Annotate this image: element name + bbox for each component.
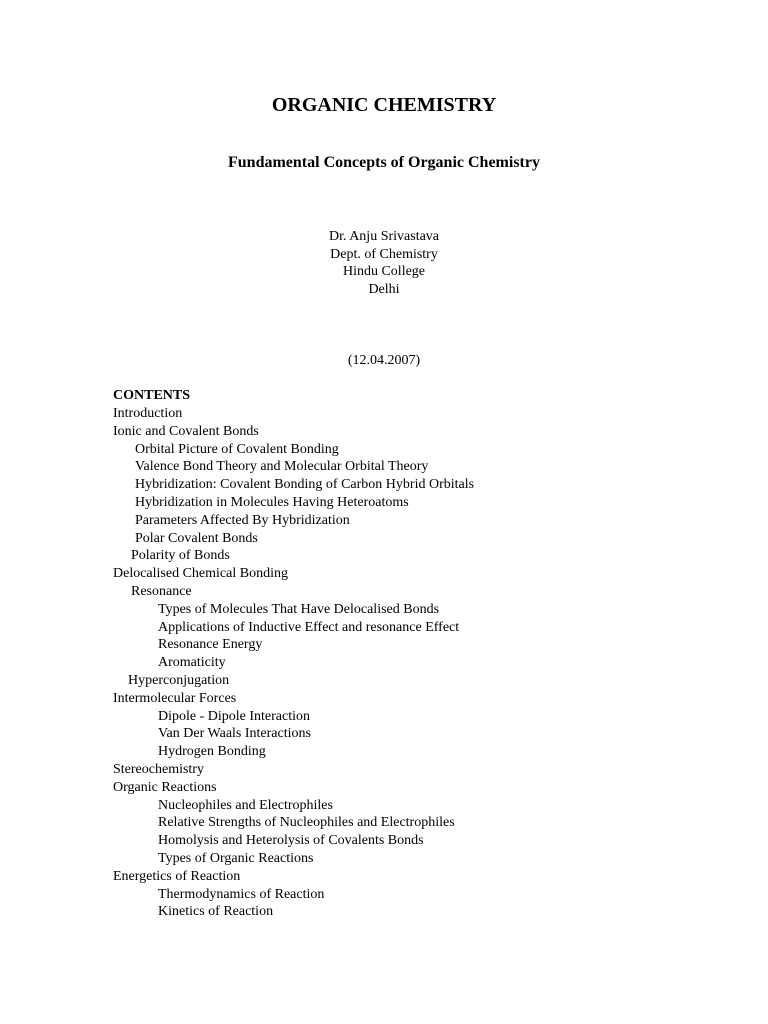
document-date: (12.04.2007) bbox=[347, 353, 421, 368]
contents-item: Polarity of Bonds bbox=[131, 548, 230, 564]
contents-item: Introduction bbox=[113, 406, 183, 421]
table-of-contents bbox=[113, 387, 733, 921]
contents-item: Organic Reactions bbox=[113, 779, 217, 795]
contents-heading: CONTENTS bbox=[113, 388, 191, 403]
contents-item: Hybridization in Molecules Having Heteroatoms bbox=[135, 494, 409, 510]
contents-item: Stereochemistry bbox=[113, 761, 204, 777]
contents-item: Parameters Affected By Hybridization bbox=[135, 512, 350, 528]
document-title: ORGANIC CHEMISTRY bbox=[271, 94, 497, 116]
contents-item: Applications of Inductive Effect and resonance Effect bbox=[158, 619, 460, 635]
contents-item: Valence Bond Theory and Molecular Orbital Theory bbox=[135, 459, 429, 475]
contents-item: Relative Strengths of Nucleophiles and Electrophiles bbox=[158, 815, 455, 831]
author-name: Dr. Anju Srivastava bbox=[328, 229, 440, 244]
author-block bbox=[0, 228, 768, 298]
contents-item: Orbital Picture of Covalent Bonding bbox=[135, 441, 339, 457]
contents-item: Types of Organic Reactions bbox=[158, 850, 314, 866]
contents-item: Kinetics of Reaction bbox=[158, 904, 274, 920]
contents-item: Thermodynamics of Reaction bbox=[158, 886, 325, 902]
contents-item: Dipole - Dipole Interaction bbox=[158, 708, 311, 724]
contents-item: Hyperconjugation bbox=[128, 672, 230, 688]
contents-item: Resonance Energy bbox=[158, 637, 263, 653]
contents-list bbox=[113, 405, 733, 921]
contents-item: Resonance bbox=[131, 583, 192, 599]
contents-item: Types of Molecules That Have Delocalised Bonds bbox=[158, 601, 440, 617]
document-subtitle: Fundamental Concepts of Organic Chemistry bbox=[228, 154, 540, 171]
contents-item: Aromaticity bbox=[158, 655, 226, 671]
contents-item: Intermolecular Forces bbox=[113, 690, 237, 706]
contents-item: Van Der Waals Interactions bbox=[158, 726, 311, 742]
author-city: Delhi bbox=[368, 281, 400, 297]
contents-item: Nucleophiles and Electrophiles bbox=[158, 797, 333, 813]
author-college: Hindu College bbox=[342, 264, 426, 279]
contents-item: Homolysis and Heterolysis of Covalents Bonds bbox=[158, 833, 424, 849]
contents-item: Delocalised Chemical Bonding bbox=[113, 566, 288, 582]
contents-item: Energetics of Reaction bbox=[113, 868, 241, 884]
author-department: Dept. of Chemistry bbox=[330, 246, 438, 262]
contents-item: Polar Covalent Bonds bbox=[135, 530, 258, 546]
contents-item: Ionic and Covalent Bonds bbox=[113, 423, 259, 439]
contents-item: Hydrogen Bonding bbox=[158, 744, 266, 760]
contents-item: Hybridization: Covalent Bonding of Carbon Hybrid Orbitals bbox=[135, 477, 475, 493]
